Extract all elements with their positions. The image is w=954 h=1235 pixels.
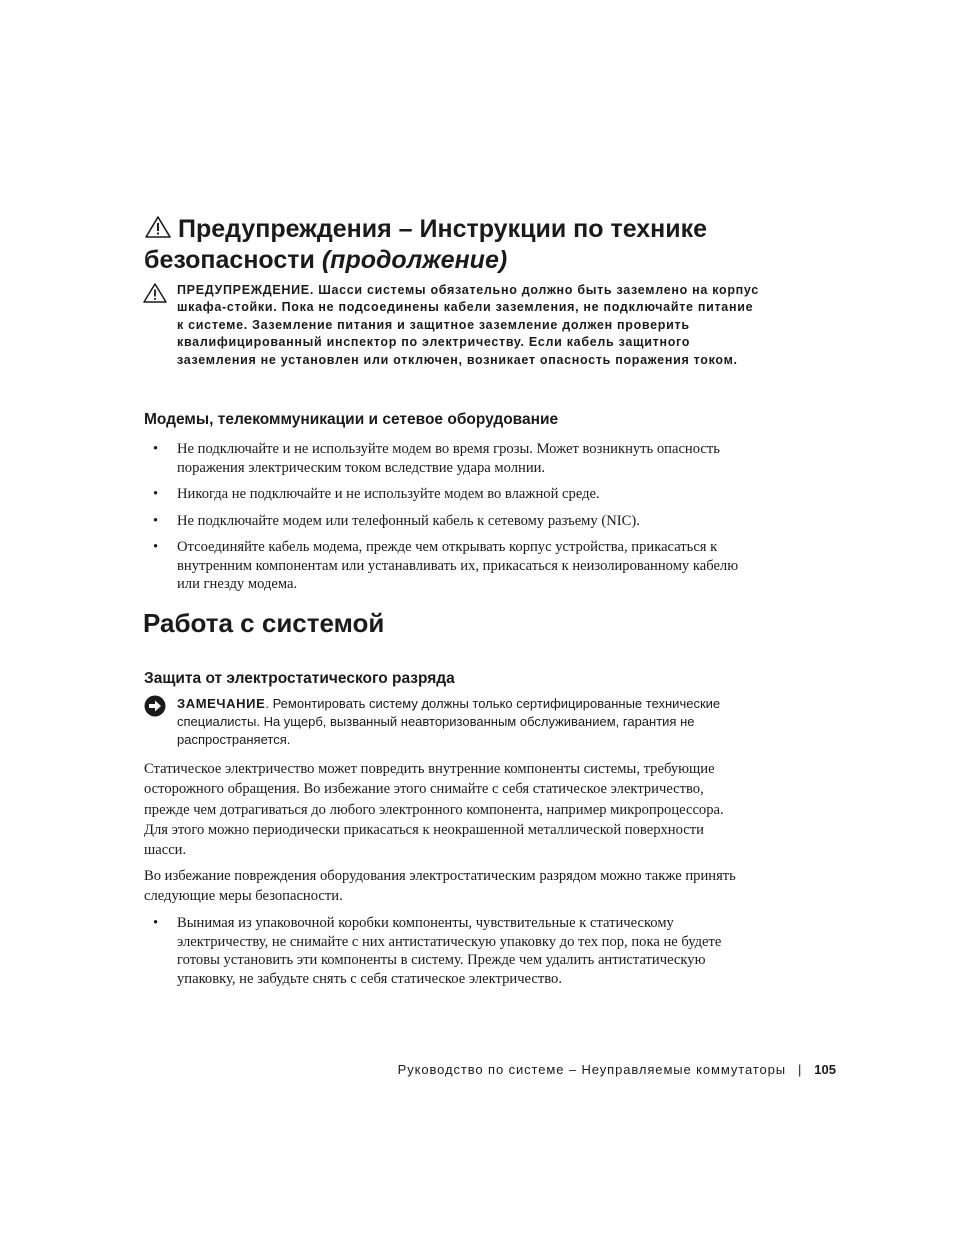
warning-text: [177, 282, 762, 369]
warning-triangle-icon: [142, 282, 168, 304]
warning-block: [142, 282, 762, 369]
esd-subheading: Защита от электростатического разряда: [144, 670, 455, 687]
notice-body: . Ремонтировать систему должны только сертифицированные технические специалисты. На ущерб, вызванный неавторизованным обслуживанием, гарантия не распространяется.: [177, 696, 721, 747]
esd-paragraph-1: Статическое электричество может повредить внутренние компоненты системы, требующие осторожного обращения. Во избежание этого снимайте с себя статическое электричество, прежде чем дотрагиваться до любого электронного компонента, например микропроцессора. Для этого можно периодически прикасаться к неокрашенной металлической поверхности шасси.: [144, 761, 724, 859]
list-item: • Вынимая из упаковочной коробки компоненты, чувствительные к статическому электричеству, не снимайте с них антистатическую упаковку до тех пор, пока не будете готовы установить эти компоненты в систему. Прежде чем удалить антистатическую упаковку, не забудьте снять с себя статическое электричество.: [144, 914, 764, 988]
warning-triangle-icon: [144, 215, 172, 239]
footer-title: Руководство по системе – Неуправляемые коммутаторы: [397, 1062, 787, 1077]
footer-separator: |: [798, 1062, 803, 1077]
section-heading: [144, 214, 784, 276]
modems-subheading: Модемы, телекоммуникации и сетевое оборудование: [144, 411, 559, 428]
notice-arrow-icon: [144, 695, 166, 717]
section-heading-text: Предупреждения – Инструкции по технике безопасности: [144, 215, 708, 274]
section-heading-continued: (продолжение): [321, 246, 508, 274]
list-item: • Не подключайте и не используйте модем во время грозы. Может возникнуть опасность поражения электрическим током вследствие удара молнии.: [144, 440, 764, 477]
warning-label: ПРЕДУПРЕЖДЕНИЕ: [177, 283, 310, 297]
esd-paragraph-2: Во избежание повреждения оборудования электростатическим разрядом можно также принять следующие меры безопасности.: [144, 868, 736, 905]
page-number: 105: [814, 1062, 836, 1077]
modems-list: [144, 440, 764, 594]
notice-label: ЗАМЕЧАНИЕ: [177, 696, 266, 711]
page-footer: [398, 1062, 836, 1077]
notice-text: [177, 695, 764, 749]
list-item: • Отсоединяйте кабель модема, прежде чем открывать корпус устройства, прикасаться к внутренним компонентам или устанавливать их, прикасаться к неизолированному кабелю или гнезду модема.: [144, 538, 764, 594]
esd-list: [144, 914, 764, 988]
notice-block: [144, 695, 764, 749]
list-item: • Не подключайте модем или телефонный кабель к сетевому разъему (NIC).: [144, 512, 764, 531]
warning-body: . Шасси системы обязательно должно быть заземлено на корпус шкафа-стойки. Пока не подсоединены кабели заземления, не подключайте питание к системе. Заземление питания и защитное заземление должен проверить квалифицированный инспектор по электричеству. Если кабель защитного заземления не установлен или отключен, возникает опасность поражения током.: [177, 283, 759, 367]
system-heading: Работа с системой: [143, 608, 385, 638]
list-item: • Никогда не подключайте и не используйте модем во влажной среде.: [144, 485, 764, 504]
